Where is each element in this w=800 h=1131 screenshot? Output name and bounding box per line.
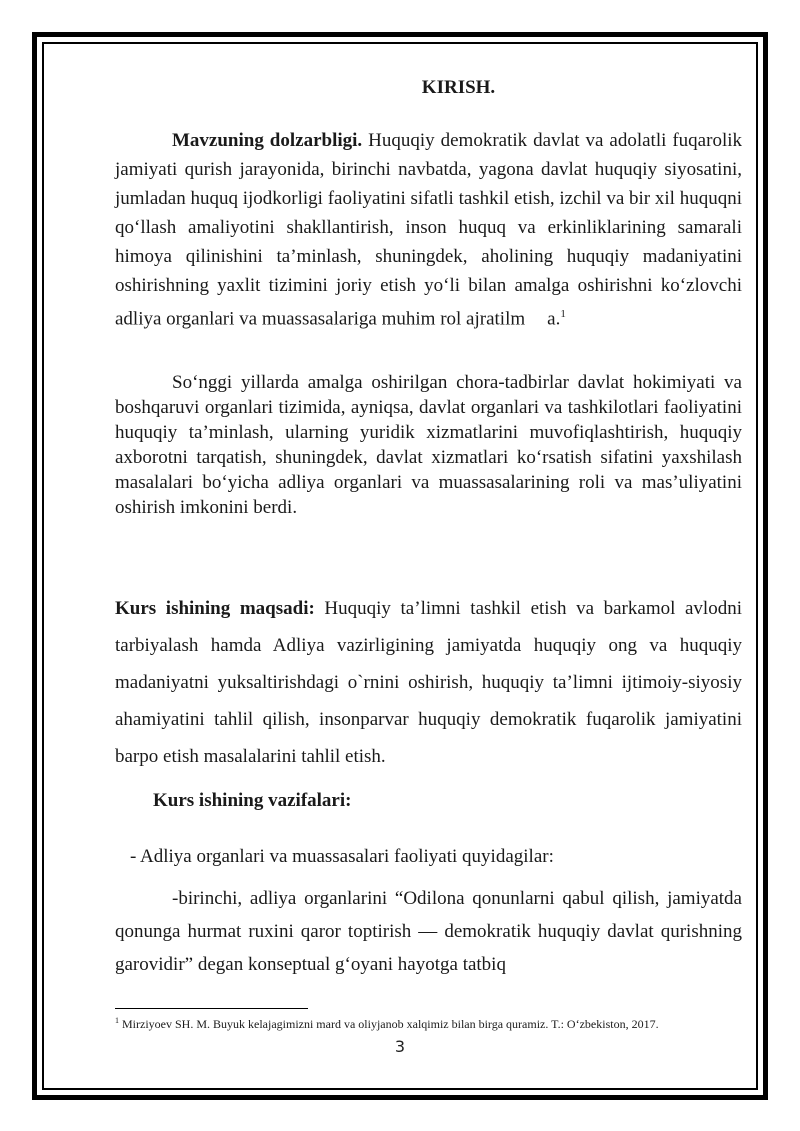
goal-text: Huquqiy ta’limni tashkil etish va barkamol avlodni tarbiyalash hamda Adliya vazirligining jamiyatda huquqiy ong va huquqiy madaniyatni yuksaltirishdagi o`rnini oshirish, huquqiy ta’limni ijtimoiy-siyosiy ahamiyatini tahlil qilish, insonparvar huquqiy demokratik fuqarolik jamiyatini barpo etish masalalarini tahlil etish. <box>115 598 742 767</box>
footnote-number: 1 <box>115 1016 119 1025</box>
paragraph-measures: So‘nggi yillarda amalga oshirilgan chora-tadbirlar davlat hokimiyati va boshqaruvi organlari tizimida, ayniqsa, davlat organlari va tashkilotlari faoliyatini huquqiy ta’minlash, ularning yuridik xizmatlarini muvofiqlashtirish, huquqiy axborotni tarqatish, shuningdek, davlat xizmatlari ko‘rsatish sifatini yaxshilash masalalari bo‘yicha adliya organlari va muassasalarining roli va mas’uliyatini oshirish imkonini berdi. <box>115 372 742 518</box>
relevance-tail: a. <box>547 308 561 330</box>
paragraph-first-task: -birinchi, adliya organlarini “Odilona qonunlarni qabul qilish, jamiyatda qonunga hurmat ruxini qaror toptirish — demokratik huquqiy davlat qurishning garovidir” degan konseptual g‘oyani hayotga tatbiq <box>115 888 742 975</box>
footnote-text: Mirziyoev SH. M. Buyuk kelajagimizni mard va oliyjanob xalqimiz bilan birga quramiz. T.: O‘zbekiston, 2017. <box>119 1017 659 1031</box>
tasks-heading: Kurs ishining vazifalari: <box>153 790 352 811</box>
relevance-text: Huquqiy demokratik davlat va adolatli fuqarolik jamiyati qurish jarayonida, birinchi navbatda, yagona davlat huquqiy siyosatini, jumladan huquq ijodkorligi faoliyatini sifatli tashkil etish, izchil va bir xil huquqni qo‘llash amaliyotini shakllantirish, inson huquq va erkinliklarining samarali himoya qilinishini ta’minlash, shuningdek, aholining huquqiy madaniyatini oshirishning yaxlit tizimini joriy etish yo‘li bilan amalga oshirishni ko‘zlovchi adliya organlari va muassasalariga muhim rol ajratilm <box>115 130 742 330</box>
footnote-ref[interactable]: 1 <box>560 308 566 320</box>
footnote-divider <box>115 1008 308 1009</box>
page-number: 3 <box>394 1037 406 1056</box>
goal-label: Kurs ishining maqsadi: <box>115 598 315 619</box>
relevance-label: Mavzuning dolzarbligi. <box>172 130 363 151</box>
paragraph-relevance <box>115 126 742 333</box>
heading: KIRISH. <box>421 77 496 98</box>
tasks-intro: - Adliya organlari va muassasalari faoliyati quyidagilar: <box>130 846 554 867</box>
paragraph-goal <box>115 590 742 775</box>
footnote <box>115 1016 659 1032</box>
